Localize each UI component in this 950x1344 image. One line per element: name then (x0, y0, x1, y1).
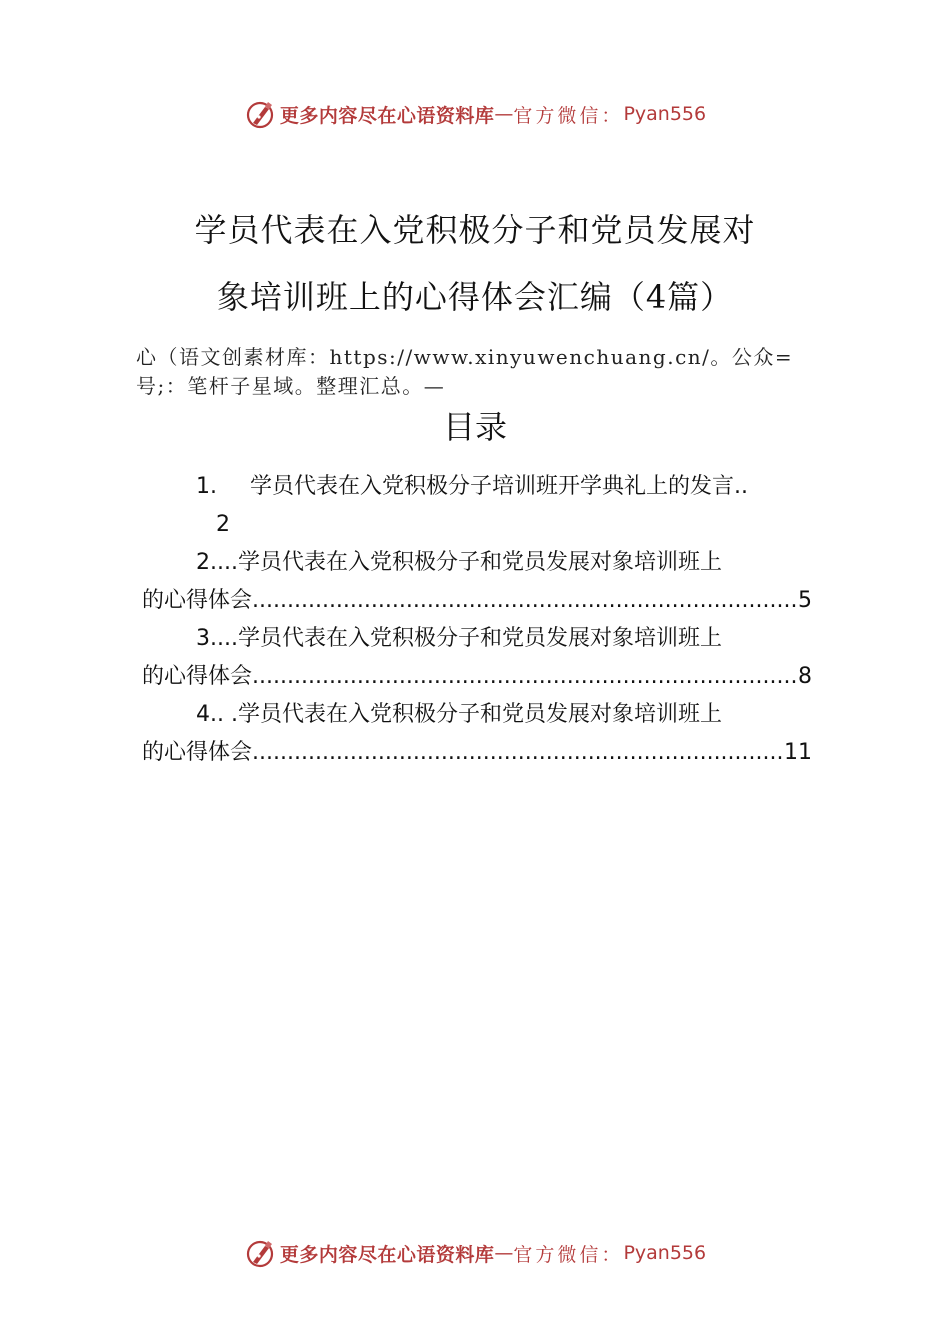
header-banner (0, 94, 950, 134)
pen-nib-logo-icon (244, 1237, 276, 1269)
toc-entry-title: 学员代表在入党积极分子和党员发展对象培训班上 (237, 550, 722, 575)
toc-entry-title-continued: 的心得体会 (142, 740, 253, 765)
toc-entry-title-continued: 的心得体会 (142, 588, 253, 613)
toc-entry-number: 1. (196, 474, 217, 499)
banner-separator: — (494, 103, 514, 125)
toc-dot-leader (252, 582, 796, 620)
toc-heading: 目录 (442, 408, 507, 446)
document-title-line-1: 学员代表在入党积极分子和党员发展对 (194, 211, 756, 249)
toc-entry-page: 2 (216, 512, 230, 537)
banner-brand-text: 更多内容尽在心语资料库 (279, 104, 495, 127)
source-note (136, 343, 841, 401)
toc-entry-2[interactable] (142, 544, 812, 620)
source-note-line-1: 心（语文创素材库：https://www.xinyuwenchuang.cn/。公众= (136, 345, 794, 369)
toc-entry-number: 4.. . (196, 702, 238, 727)
toc-entry-3[interactable] (142, 620, 812, 696)
toc-entry-title: 学员代表在入党积极分子和党员发展对象培训班上 (237, 702, 722, 727)
banner-wechat-id: Pyan556 (623, 1242, 707, 1264)
source-note-line-2: 号;：笔杆子星域。整理汇总。— (136, 374, 446, 398)
toc-entry-page: 5 (798, 588, 812, 613)
banner-wechat-label: 官方微信： (513, 104, 624, 127)
banner-separator: — (494, 1242, 514, 1264)
pen-nib-logo-icon (244, 98, 276, 130)
toc-entry-title: 学员代表在入党积极分子培训班开学典礼上的发言.. (250, 474, 748, 499)
document-title-line-2: 象培训班上的心得体会汇编（4篇） (216, 278, 734, 316)
toc-entry-number: 3.... (196, 626, 238, 651)
toc-dot-leader (252, 734, 782, 772)
toc-entry-4[interactable] (142, 696, 812, 772)
banner-wechat-label: 官方微信： (513, 1243, 624, 1266)
toc-entry-page: 11 (784, 740, 812, 765)
toc-entry-number: 2.... (196, 550, 238, 575)
toc-entry-page: 8 (798, 664, 812, 689)
toc-entry-title-continued: 的心得体会 (142, 664, 253, 689)
toc-entry-1[interactable] (142, 468, 812, 544)
toc-dot-leader (252, 658, 796, 696)
footer-banner (0, 1233, 950, 1273)
banner-brand-text: 更多内容尽在心语资料库 (279, 1243, 495, 1266)
banner-wechat-id: Pyan556 (623, 103, 707, 125)
toc-entry-title: 学员代表在入党积极分子和党员发展对象培训班上 (237, 626, 722, 651)
table-of-contents (142, 468, 812, 772)
